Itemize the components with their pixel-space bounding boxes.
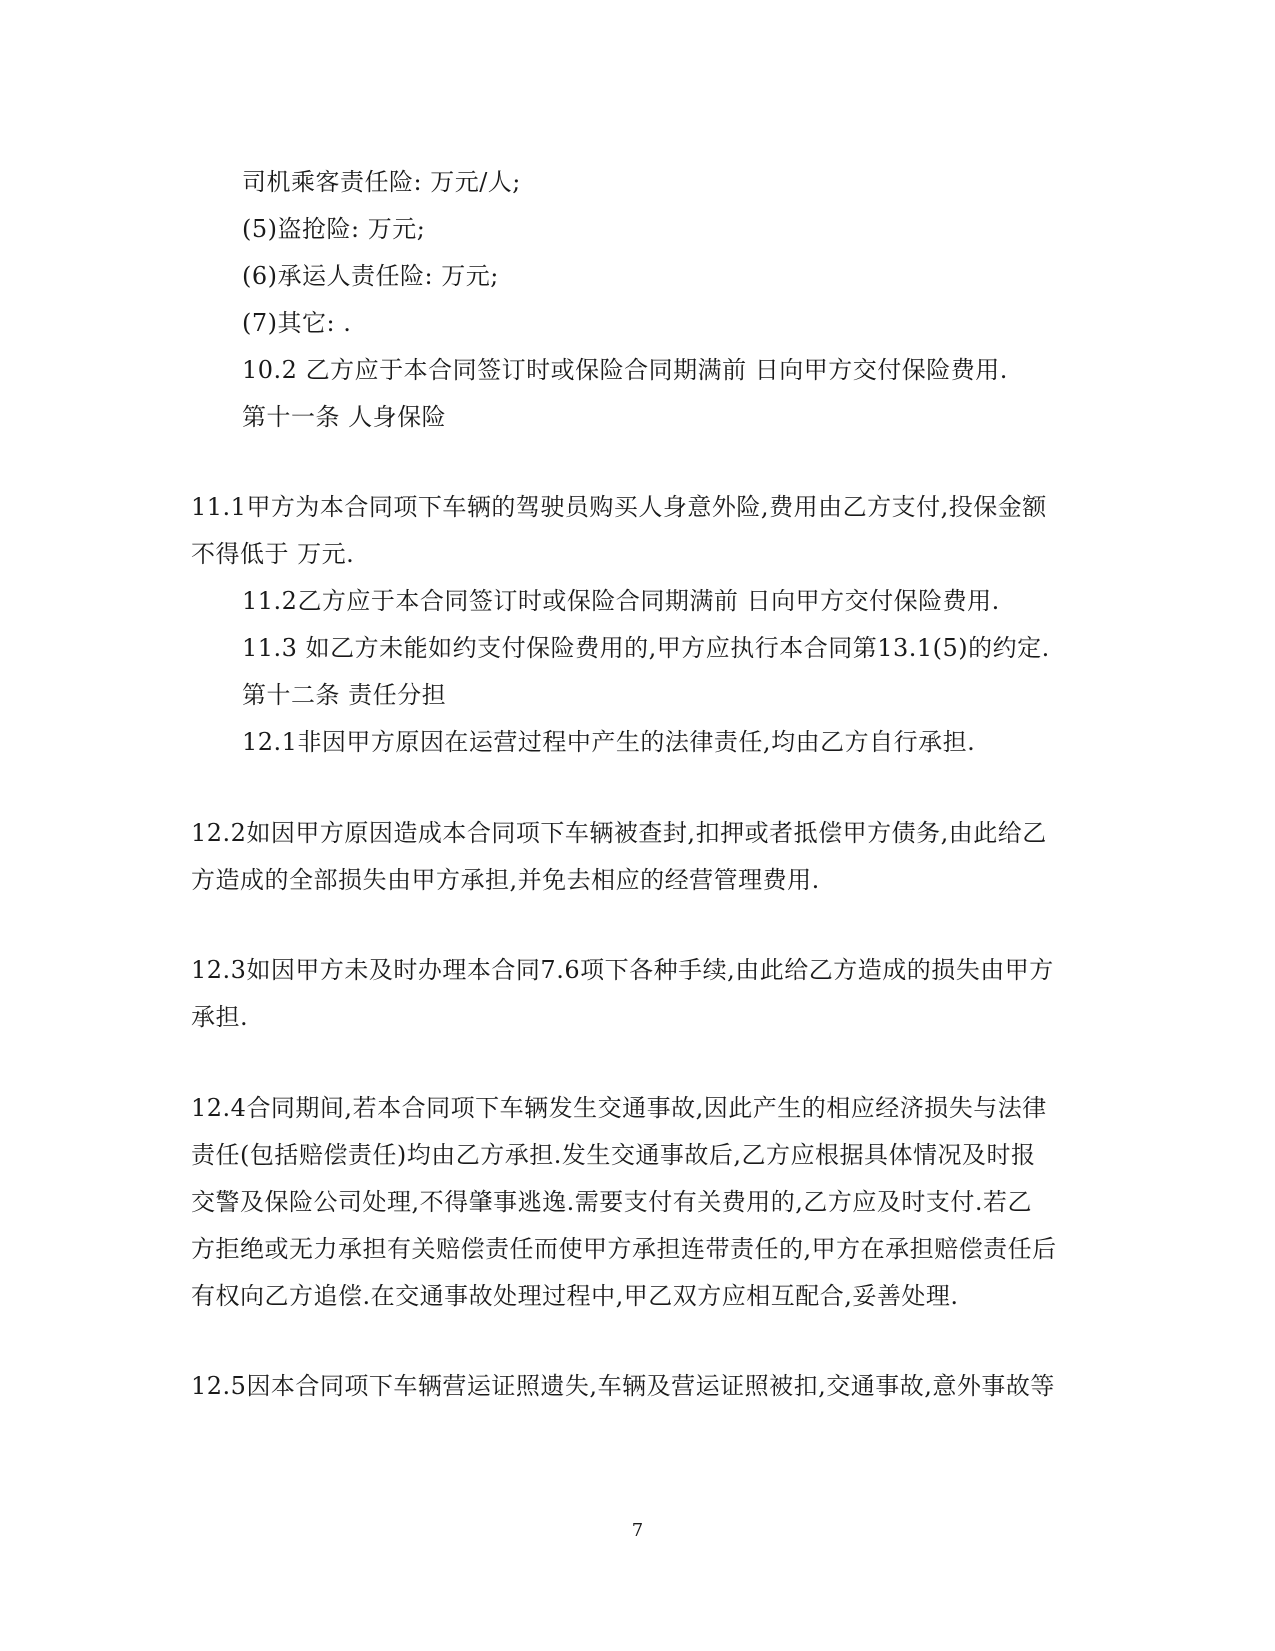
- text-line: 11.2乙方应于本合同签订时或保险合同期满前 日向甲方交付保险费用.: [242, 587, 1000, 615]
- text-line: 司机乘客责任险: 万元/人;: [242, 168, 521, 196]
- text-line: 方造成的全部损失由甲方承担,并免去相应的经营管理费用.: [191, 866, 820, 894]
- section-heading: 第十一条 人身保险: [242, 403, 447, 431]
- text-line: 10.2 乙方应于本合同签订时或保险合同期满前 日向甲方交付保险费用.: [242, 356, 1008, 384]
- text-line: (5)盗抢险: 万元;: [242, 215, 426, 243]
- text-line: 责任(包括赔偿责任)均由乙方承担.发生交通事故后,乙方应根据具体情况及时报: [191, 1141, 1036, 1169]
- text-line: 不得低于 万元.: [191, 540, 355, 568]
- text-line: 11.3 如乙方未能如约支付保险费用的,甲方应执行本合同第13.1(5)的约定.: [242, 634, 1050, 662]
- text-line: (7)其它: .: [242, 309, 352, 337]
- text-line: 有权向乙方追偿.在交通事故处理过程中,甲乙双方应相互配合,妥善处理.: [191, 1282, 959, 1310]
- text-line: 11.1甲方为本合同项下车辆的驾驶员购买人身意外险,费用由乙方支付,投保金额: [191, 493, 1047, 521]
- text-line: 交警及保险公司处理,不得肇事逃逸.需要支付有关费用的,乙方应及时支付.若乙: [191, 1188, 1033, 1216]
- text-line: (6)承运人责任险: 万元;: [242, 262, 499, 290]
- page-number: 7: [631, 1520, 644, 1541]
- text-line: 12.1非因甲方原因在运营过程中产生的法律责任,均由乙方自行承担.: [242, 728, 976, 756]
- text-line: 方拒绝或无力承担有关赔偿责任而使甲方承担连带责任的,甲方在承担赔偿责任后: [191, 1235, 1057, 1263]
- text-line: 12.3如因甲方未及时办理本合同7.6项下各种手续,由此给乙方造成的损失由甲方: [191, 956, 1054, 984]
- text-line: 承担.: [191, 1003, 249, 1031]
- text-line: 12.2如因甲方原因造成本合同项下车辆被查封,扣押或者抵偿甲方债务,由此给乙: [191, 819, 1047, 847]
- text-line: 12.4合同期间,若本合同项下车辆发生交通事故,因此产生的相应经济损失与法律: [191, 1094, 1047, 1122]
- section-heading: 第十二条 责任分担: [242, 681, 447, 709]
- text-line: 12.5因本合同项下车辆营运证照遗失,车辆及营运证照被扣,交通事故,意外事故等: [191, 1372, 1055, 1400]
